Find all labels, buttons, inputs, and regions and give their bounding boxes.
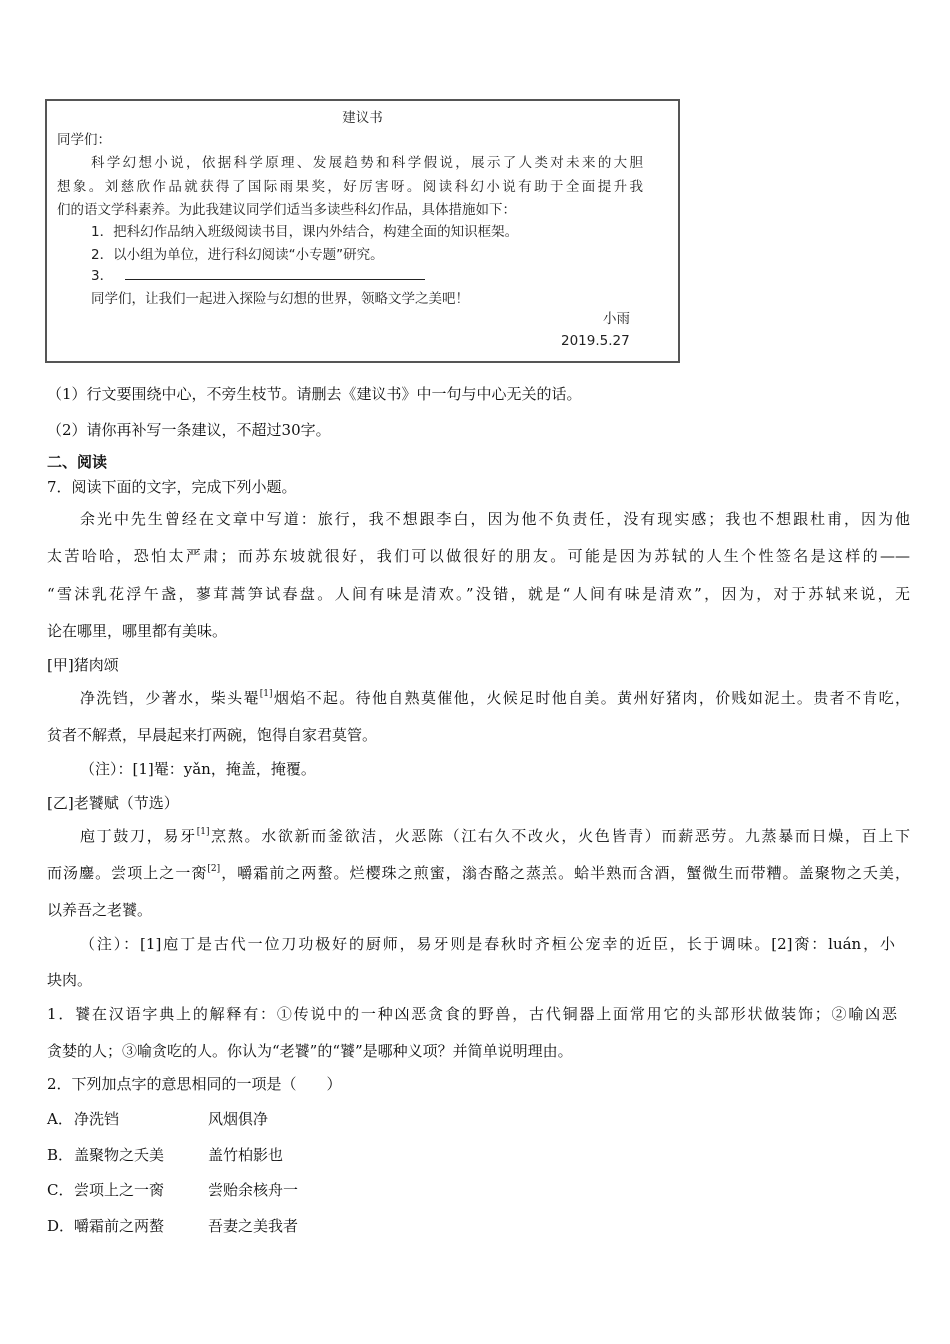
passage-line: [47, 546, 910, 566]
answer-blank: [125, 267, 425, 280]
text-segment: 论在哪里，哪里都有美味。: [47, 622, 228, 640]
letter-line: 们的语文学科素养。为此我建议同学们适当多读些科幻作品，具体措施如下：: [57, 202, 516, 218]
passage-line: [47, 655, 119, 675]
option-left: 盖聚物之夭美: [74, 1145, 165, 1164]
text-segment: 余光中先生曾经在文章中写道：旅行，我不想跟李白，因为他不负责任，没有现实感；我也不想跟杜甫，因为他: [80, 510, 910, 528]
passage-line: [47, 584, 910, 604]
footnote-marker: [1]: [196, 827, 210, 837]
passage-line: [80, 759, 316, 779]
option-label: D．: [47, 1217, 75, 1236]
option-left: 嚼霜前之两螯: [74, 1217, 165, 1236]
footnote-marker: [2]: [207, 864, 221, 874]
letter-closing: 同学们，让我们一起进入探险与幻想的世界，领略文学之美吧！: [91, 291, 469, 307]
letter-title: 建议书: [342, 110, 383, 126]
text-segment: [乙]老饕赋（节选）: [47, 794, 179, 812]
text-segment: [甲]猪肉颂: [47, 656, 119, 674]
section-title: 二、阅读: [47, 453, 108, 471]
text-segment: 太苦哈哈，恐怕太严肃；而苏东坡就很好，我们可以做很好的朋友。可能是因为苏轼的人生个性签名是这样的——: [47, 547, 910, 565]
text-segment: 1．饕在汉语字典上的解释有：①传说中的一种凶恶贪食的野兽，古代铜器上面常用它的头部形状做装饰；②喻凶恶: [47, 1005, 897, 1023]
letter-greeting: 同学们：: [57, 132, 111, 148]
question-7-intro: 7．阅读下面的文字，完成下列小题。: [47, 478, 297, 496]
letter-date: 2019.5.27: [561, 333, 630, 349]
text-segment: “雪沫乳花浮午盏，蓼茸蒿笋试春盘。人间有味是清欢。”没错，就是“人间有味是清欢”，因为，对于苏轼来说，无: [47, 585, 910, 603]
question-6-2: （2）请你再补写一条建议，不超过30字。: [47, 421, 331, 439]
passage-line: [47, 621, 227, 641]
item-3-number: 3．: [91, 268, 114, 284]
option-left: 尝项上之一脔: [74, 1181, 165, 1200]
text-segment: 净洗铛，少著水，柴头罨: [80, 689, 260, 707]
proposal-letter-image: [45, 99, 680, 363]
text-segment: ，嚼霜前之两螯。烂樱珠之煎蜜，滃杏酪之蒸羔。蛤半熟而含酒，蟹微生而带糟。盖聚物之夭美，: [220, 864, 910, 882]
passage-line: [47, 1041, 573, 1061]
option-label: B．: [47, 1145, 74, 1164]
option-right: 尝贻余核舟一: [208, 1181, 299, 1200]
letter-item-1: 1．把科幻作品纳入班级阅读书目，课内外结合，构建全面的知识框架。: [91, 224, 519, 240]
text-segment: 而汤鏖。尝项上之一脔: [47, 864, 208, 882]
text-segment: 烟焰不起。待他自熟莫催他，火候足时他自美。黄州好猪肉，价贱如泥土。贵者不肯吃，: [272, 689, 910, 707]
passage-line: [80, 934, 895, 954]
option-label: A．: [47, 1110, 73, 1128]
passage-line: [47, 970, 92, 990]
option-right: 盖竹柏影也: [208, 1145, 284, 1164]
passage-line: [47, 863, 910, 883]
passage-line: [47, 1004, 897, 1024]
option-left: 净洗铛: [74, 1110, 120, 1128]
text-segment: （注）：[1]庖丁是古代一位刀功极好的厨师，易牙则是春秋时齐桓公宠幸的近臣，长于调味。[2]脔：luán，小: [80, 935, 895, 953]
passage-line: [47, 1074, 342, 1094]
passage-line: [47, 900, 152, 920]
letter-item-2: 2．以小组为单位，进行科幻阅读“小专题”研究。: [91, 247, 384, 263]
letter-signature: 小雨: [603, 311, 630, 327]
text-segment: 庖丁鼓刀，易牙: [80, 827, 197, 845]
text-segment: 以养吾之老饕。: [47, 901, 153, 919]
text-segment: 贪婪的人；③喻贪吃的人。你认为“老饕”的“饕”是哪种义项？并简单说明理由。: [47, 1042, 573, 1060]
passage-line: [80, 826, 910, 846]
option-label: C．: [47, 1181, 74, 1200]
passage-line: [47, 725, 377, 745]
option-right: 风烟俱净: [208, 1110, 269, 1128]
text-segment: 2．下列加点字的意思相同的一项是（ ）: [47, 1075, 342, 1093]
passage-line: [80, 509, 910, 529]
option-right: 吾妻之美我者: [208, 1217, 299, 1236]
text-segment: 烹熬。水欲新而釜欲洁，火恶陈（江右久不改火，火色皆青）而薪恶劳。九蒸暴而日燥，百上下: [209, 827, 910, 845]
passage-line: [80, 688, 910, 708]
letter-item-3: [91, 267, 425, 285]
footnote-marker: [1]: [259, 689, 273, 699]
text-segment: （注）：[1]罨：yǎn，掩盖，掩覆。: [80, 760, 316, 778]
text-segment: 块肉。: [47, 971, 93, 989]
passage-line: [47, 793, 179, 813]
letter-line: 科学幻想小说，依据科学原理、发展趋势和科学假说，展示了人类对未来的大胆: [91, 155, 643, 171]
question-6-1: （1）行文要围绕中心，不旁生枝节。请删去《建议书》中一句与中心无关的话。: [47, 385, 582, 403]
text-segment: 贫者不解煮，早晨起来打两碗，饱得自家君莫管。: [47, 726, 378, 744]
letter-line: 想象。刘慈欣作品就获得了国际雨果奖，好厉害呀。阅读科幻小说有助于全面提升我: [57, 179, 643, 195]
